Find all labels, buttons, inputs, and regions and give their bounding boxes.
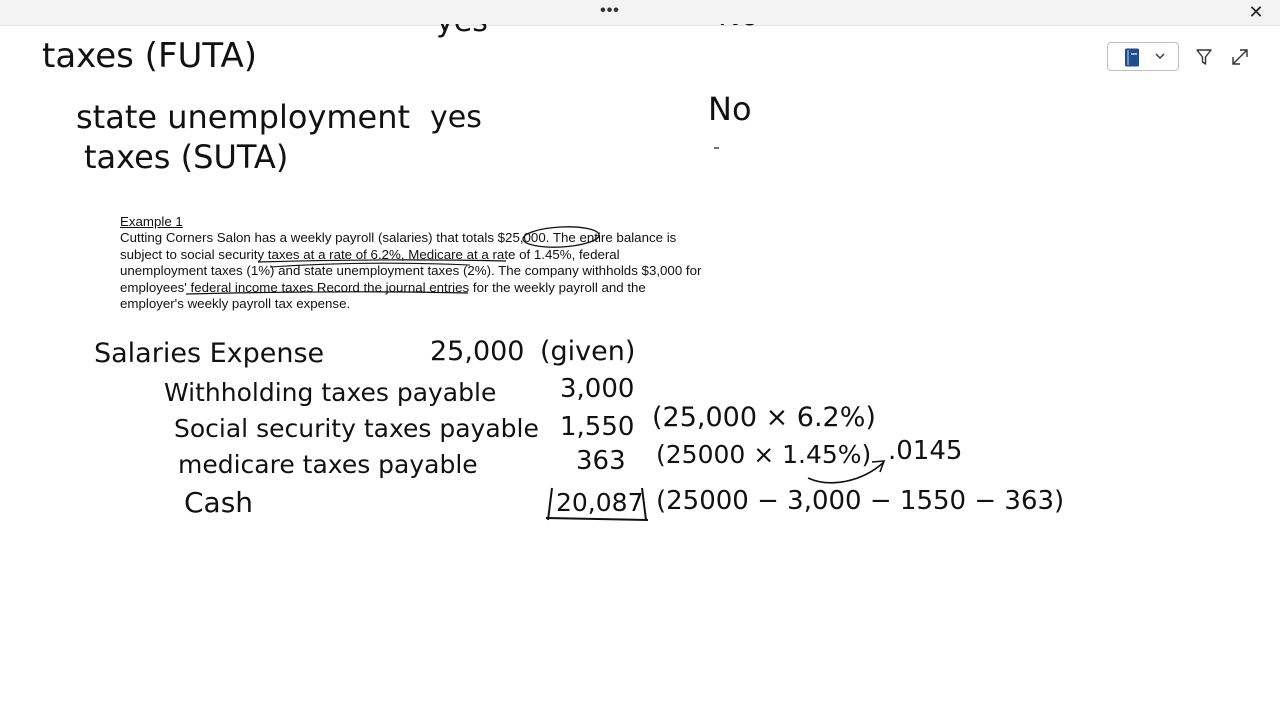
notebook-icon [1124, 48, 1140, 67]
more-options-button[interactable]: ••• [600, 2, 620, 19]
journal-note-medicare: (25000 × 1.45%) [656, 440, 872, 469]
note-suta-no: No [708, 90, 752, 128]
journal-amount-medicare: 363 [576, 446, 626, 476]
chevron-down-icon [1155, 52, 1165, 60]
journal-side-note-medicare: .0145 [888, 436, 963, 466]
journal-account-social-security: Social security taxes payable [174, 414, 539, 443]
example-body: Cutting Corners Salon has a weekly payroll (salaries) that totals $25,000. The entire balance is subject to social security taxes at a rate of 6.2%, Medicare at a rate of 1.45%, federal unemployment taxes (1%) and state unemployment taxes (2%). The company withholds $3,000 for employees' federal income taxes Record the journal entries for the weekly payroll and the employer's weekly payroll tax expense. [120, 230, 702, 312]
journal-amount-cash: 20,087 [556, 488, 644, 517]
journal-account-salaries: Salaries Expense [94, 338, 325, 369]
expand-icon[interactable] [1229, 46, 1251, 68]
note-suta-label-line1: state unemployment [76, 98, 411, 136]
notebook-selector-button[interactable] [1107, 42, 1179, 71]
note-suta-label-line2: taxes (SUTA) [84, 138, 289, 176]
journal-account-cash: Cash [184, 486, 254, 519]
title-bar [0, 0, 1280, 26]
journal-amount-salaries: 25,000 [430, 336, 525, 367]
journal-note-social-security: (25,000 × 6.2%) [652, 402, 876, 433]
journal-note-cash: (25000 − 3,000 − 1550 − 363) [656, 486, 1065, 516]
example-block [120, 214, 710, 312]
note-futa-label: taxes (FUTA) [42, 36, 258, 76]
close-button[interactable]: ✕ [1248, 2, 1264, 22]
example-heading: Example 1 [120, 214, 183, 229]
journal-account-withholding: Withholding taxes payable [164, 378, 497, 407]
journal-account-medicare: medicare taxes payable [178, 450, 478, 479]
note-suta-yes: yes [430, 100, 482, 135]
filter-icon[interactable] [1193, 46, 1215, 68]
journal-amount-social-security: 1,550 [560, 412, 635, 442]
journal-note-salaries: (given) [540, 336, 636, 367]
journal-amount-withholding: 3,000 [560, 374, 635, 404]
